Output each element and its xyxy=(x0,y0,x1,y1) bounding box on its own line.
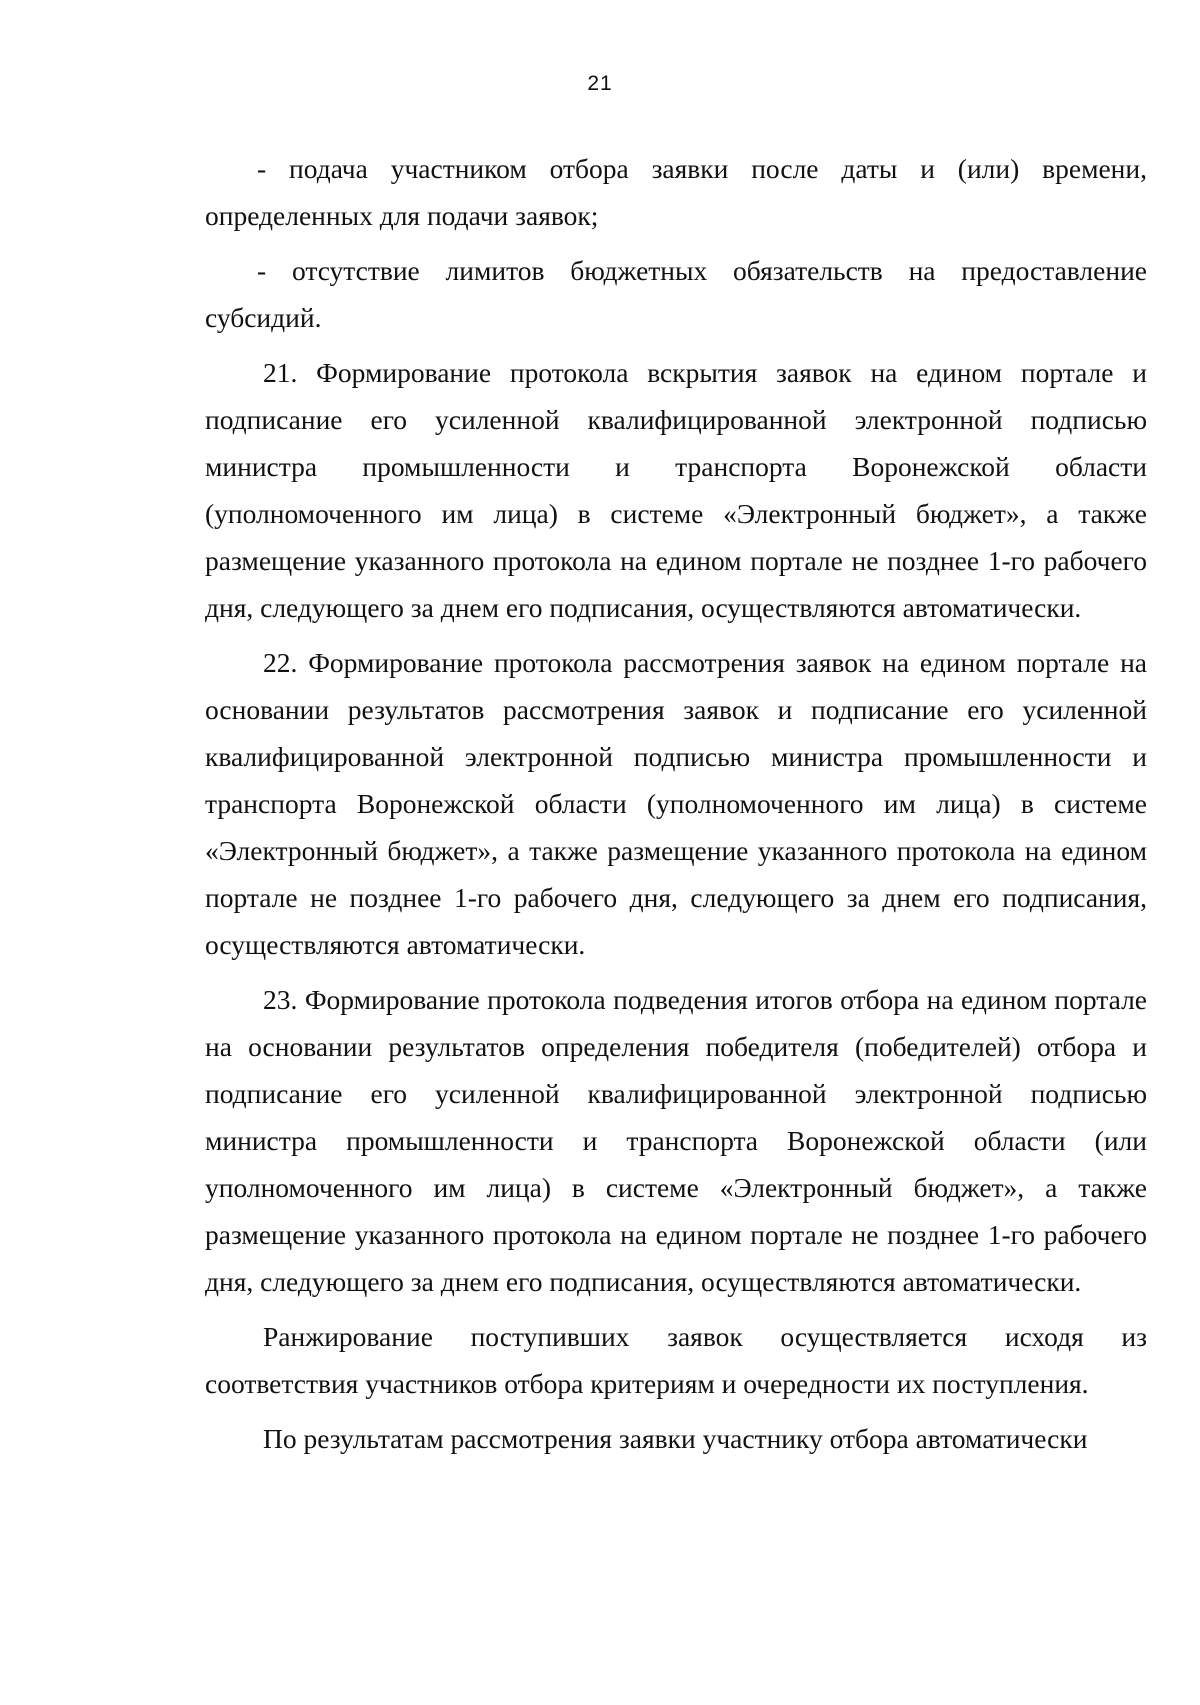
document-body xyxy=(205,145,1147,1470)
page-number: 21 xyxy=(587,72,613,95)
clause-21: 21. Формирование протокола вскрытия заявок на едином портале и подписание его усиленной квалифицированной электронной подписью министра промышленности и транспорта Воронежской области (уполномоченного им лица) в системе «Электронный бюджет», а также размещение указанного протокола на едином портале не позднее 1-го рабочего дня, следующего за днем его подписания, осуществляются автоматически. xyxy=(205,357,1147,623)
results-paragraph: По результатам рассмотрения заявки участнику отбора автоматически xyxy=(263,1423,1088,1454)
list-item-no-budget-limits: - отсутствие лимитов бюджетных обязательств на предоставление субсидий. xyxy=(205,255,1147,333)
clause-23: 23. Формирование протокола подведения итогов отбора на едином портале на основании результатов определения победителя (победителей) отбора и подписание его усиленной квалифицированной электронной подписью министра промышленности и транспорта Воронежской области (или уполномоченного им лица) в системе «Электронный бюджет», а также размещение указанного протокола на едином портале не позднее 1-го рабочего дня, следующего за днем его подписания, осуществляются автоматически. xyxy=(205,984,1147,1297)
ranking-paragraph: Ранжирование поступивших заявок осуществляется исходя из соответствия участников отбора критериям и очередности их поступления. xyxy=(205,1321,1147,1399)
clause-22: 22. Формирование протокола рассмотрения заявок на едином портале на основании результатов рассмотрения заявок и подписание его усиленной квалифицированной электронной подписью министра промышленности и транспорта Воронежской области (уполномоченного им лица) в системе «Электронный бюджет», а также размещение указанного протокола на едином портале не позднее 1-го рабочего дня, следующего за днем его подписания, осуществляются автоматически. xyxy=(205,647,1147,960)
list-item-late-submission: - подача участником отбора заявки после даты и (или) времени, определенных для подачи заявок; xyxy=(205,153,1147,231)
